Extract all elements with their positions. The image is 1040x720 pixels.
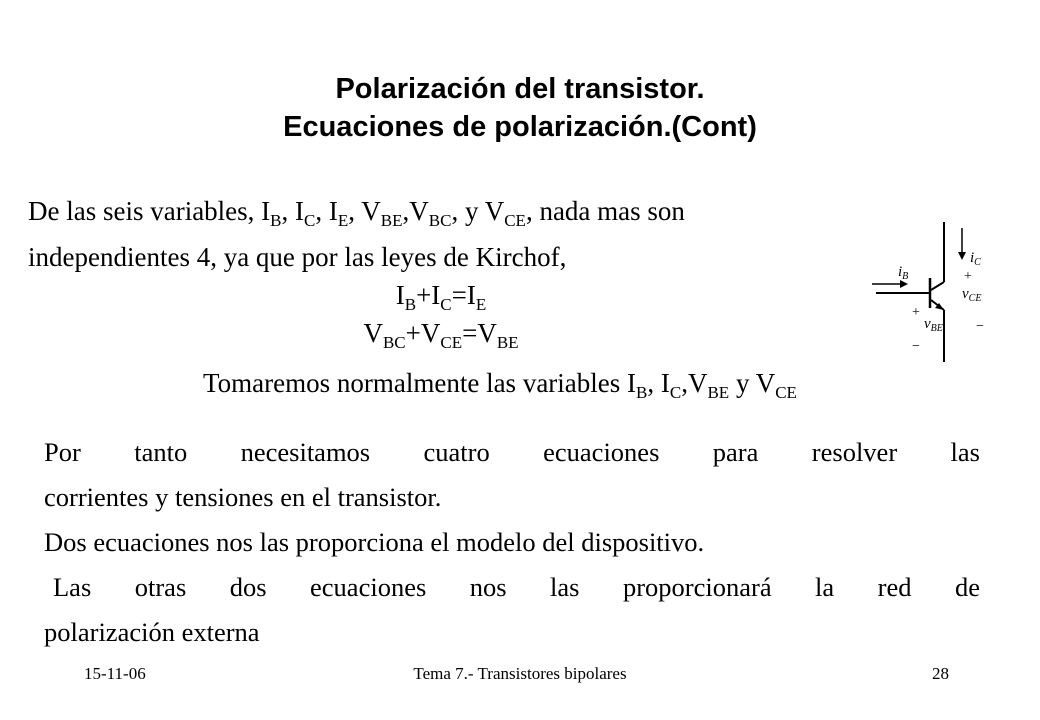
minus-sign-vce: − [976, 319, 984, 334]
subscript: C [440, 295, 452, 314]
intro-line-2: independientes 4, ya que por las leyes de Kirchof, [28, 242, 567, 272]
text: ,V [681, 368, 708, 398]
text: +I [416, 280, 441, 310]
text: Tomaremos normalmente las variables I [203, 368, 637, 398]
footer-date: 15-11-06 [84, 664, 146, 683]
subscript: BE [707, 383, 730, 402]
subscript: BC [382, 333, 406, 352]
text: +V [405, 318, 441, 348]
subscript: BE [380, 211, 403, 230]
text: , I [647, 368, 670, 398]
text: V [363, 318, 383, 348]
text: =V [462, 318, 497, 348]
subscript: BE [496, 333, 519, 352]
text: ,V [402, 196, 429, 226]
vce-label: $v_{CE}$ [962, 286, 982, 304]
subscript: C [669, 383, 682, 402]
paragraph-line-2: corrientes y tensiones en el transistor. [44, 482, 442, 512]
vbe-label: $v_{BE}$ [924, 316, 943, 334]
paragraph-line-5: polarización externa [44, 617, 260, 647]
plus-sign-vce: + [964, 269, 972, 284]
subscript: E [475, 295, 487, 314]
subscript: CE [440, 333, 463, 352]
text: , I [281, 196, 305, 226]
text: , V [348, 196, 381, 226]
subscript: E [337, 211, 349, 230]
intro-line-1 [28, 188, 978, 234]
subscript: CE [775, 383, 797, 402]
text: =I [451, 280, 476, 310]
minus-sign-vbe: − [912, 339, 920, 354]
subscript: B [636, 383, 648, 402]
intro-paragraph [28, 188, 978, 280]
text: , y V [451, 196, 505, 226]
subscript: BC [428, 211, 452, 230]
text: y V [729, 368, 776, 398]
title-line-2: Ecuaciones de polarización.(Cont) [283, 111, 757, 143]
equations-paragraph [44, 430, 980, 655]
plus-sign-vbe: + [912, 305, 920, 320]
paragraph-line-3: Dos ecuaciones nos las proporciona el modelo del dispositivo. [44, 527, 705, 557]
subscript: C [304, 211, 316, 230]
subscript: CE [504, 211, 526, 230]
ic-arrow-head [958, 252, 966, 260]
text: I [395, 280, 405, 310]
voltage-equation [0, 318, 961, 352]
slide-title [0, 70, 1040, 146]
text: De las seis variables, I [28, 196, 271, 226]
subscript: B [270, 211, 282, 230]
footer-title: Tema 7.- Transistores bipolares [413, 664, 627, 683]
current-equation [0, 280, 961, 314]
chosen-variables-line [0, 368, 1020, 402]
text: , nada mas son [525, 196, 685, 226]
ic-label: $i_C$ [970, 250, 981, 268]
text: , I [315, 196, 338, 226]
title-line-1: Polarización del transistor. [335, 73, 705, 105]
paragraph-line-1: Por tanto necesitamos cuatro ecuaciones para resolver las [44, 437, 980, 467]
ib-label: $i_B$ [898, 264, 909, 282]
subscript: B [404, 295, 417, 314]
page-number: 28 [932, 664, 949, 683]
paragraph-line-4: Las otras dos ecuaciones nos las proporcionará la red de [53, 572, 980, 602]
